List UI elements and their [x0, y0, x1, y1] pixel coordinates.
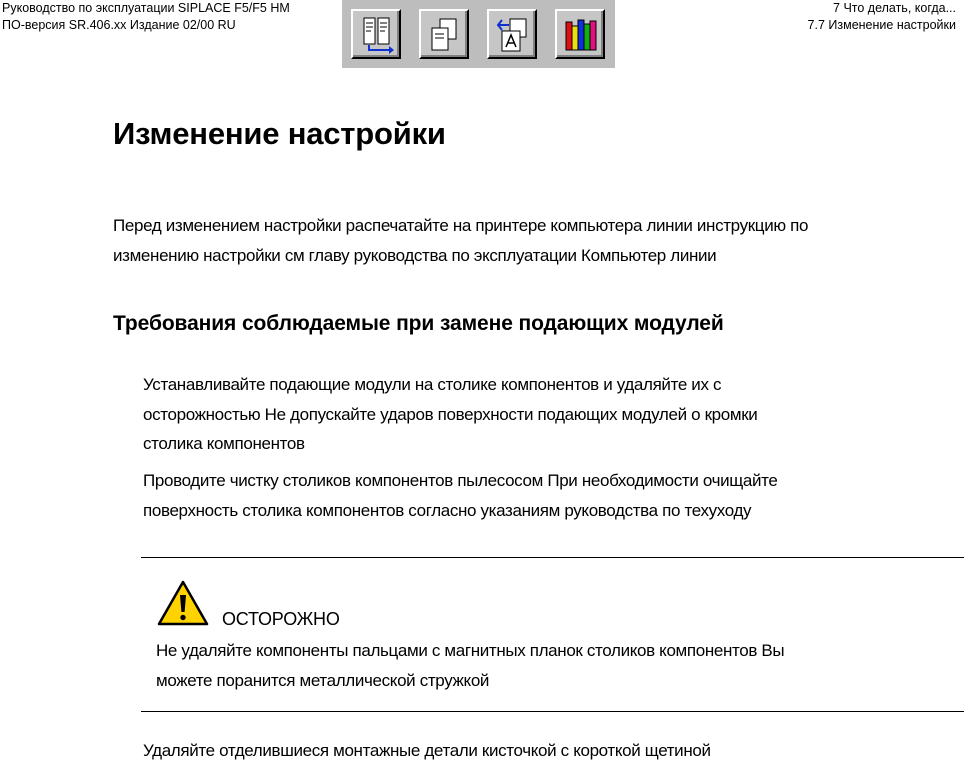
- chapter-title: 7 Что делать, когда...: [833, 1, 956, 15]
- library-button[interactable]: [555, 9, 605, 59]
- pages-icon: [424, 14, 466, 56]
- header-right: [808, 0, 956, 34]
- warning-bottom-divider: [141, 711, 964, 712]
- warning-label: ОСТОРОЖНО: [222, 609, 340, 629]
- warning-icon: [156, 579, 210, 627]
- warning-line: можете поранится металлической стружкой: [156, 670, 490, 690]
- page-title: Изменение настройки: [113, 116, 446, 151]
- requirement-line: осторожностью Не допускайте ударов поверхности подающих модулей о кромки: [143, 404, 758, 424]
- requirement-line: столика компонентов: [143, 434, 305, 453]
- requirement-item: [143, 466, 777, 525]
- header-left: [2, 0, 290, 34]
- intro-line: изменению настройки см главу руководства по эксплуатации Компьютер линии: [113, 245, 717, 265]
- library-icon: [560, 14, 602, 56]
- requirements-heading: Требования соблюдаемые при замене подающих модулей: [113, 312, 724, 335]
- index-icon: [492, 14, 534, 56]
- warning-text: [156, 636, 784, 695]
- contents-button[interactable]: [351, 9, 401, 59]
- intro-paragraph: [113, 211, 808, 270]
- requirement-line: поверхность столика компонентов согласно указаниям руководства по техуходу: [143, 500, 752, 520]
- warning-line: Не удаляйте компоненты пальцами с магнитных планок столиков компонентов Вы: [156, 641, 785, 660]
- requirement-item: [143, 370, 757, 459]
- warning-top-divider: [141, 557, 964, 558]
- edition-info: ПО-версия SR.406.xx Издание 02/00 RU: [2, 18, 236, 32]
- cleaning-paragraph: Удаляйте отделившиеся монтажные детали кисточкой с короткой щетиной: [143, 741, 711, 760]
- pages-button[interactable]: [419, 9, 469, 59]
- manual-title: Руководство по эксплуатации SIPLACE F5/F5 HM: [2, 1, 290, 15]
- index-button[interactable]: [487, 9, 537, 59]
- navigation-toolbar: [342, 0, 615, 68]
- intro-line: Перед изменением настройки распечатайте на принтере компьютера линии инструкцию по: [113, 216, 809, 235]
- contents-icon: [356, 14, 398, 56]
- requirement-line: Устанавливайте подающие модули на столике компонентов и удаляйте их с: [143, 375, 722, 394]
- section-title: 7.7 Изменение настройки: [807, 18, 956, 32]
- requirement-line: Проводите чистку столиков компонентов пылесосом При необходимости очищайте: [143, 471, 778, 490]
